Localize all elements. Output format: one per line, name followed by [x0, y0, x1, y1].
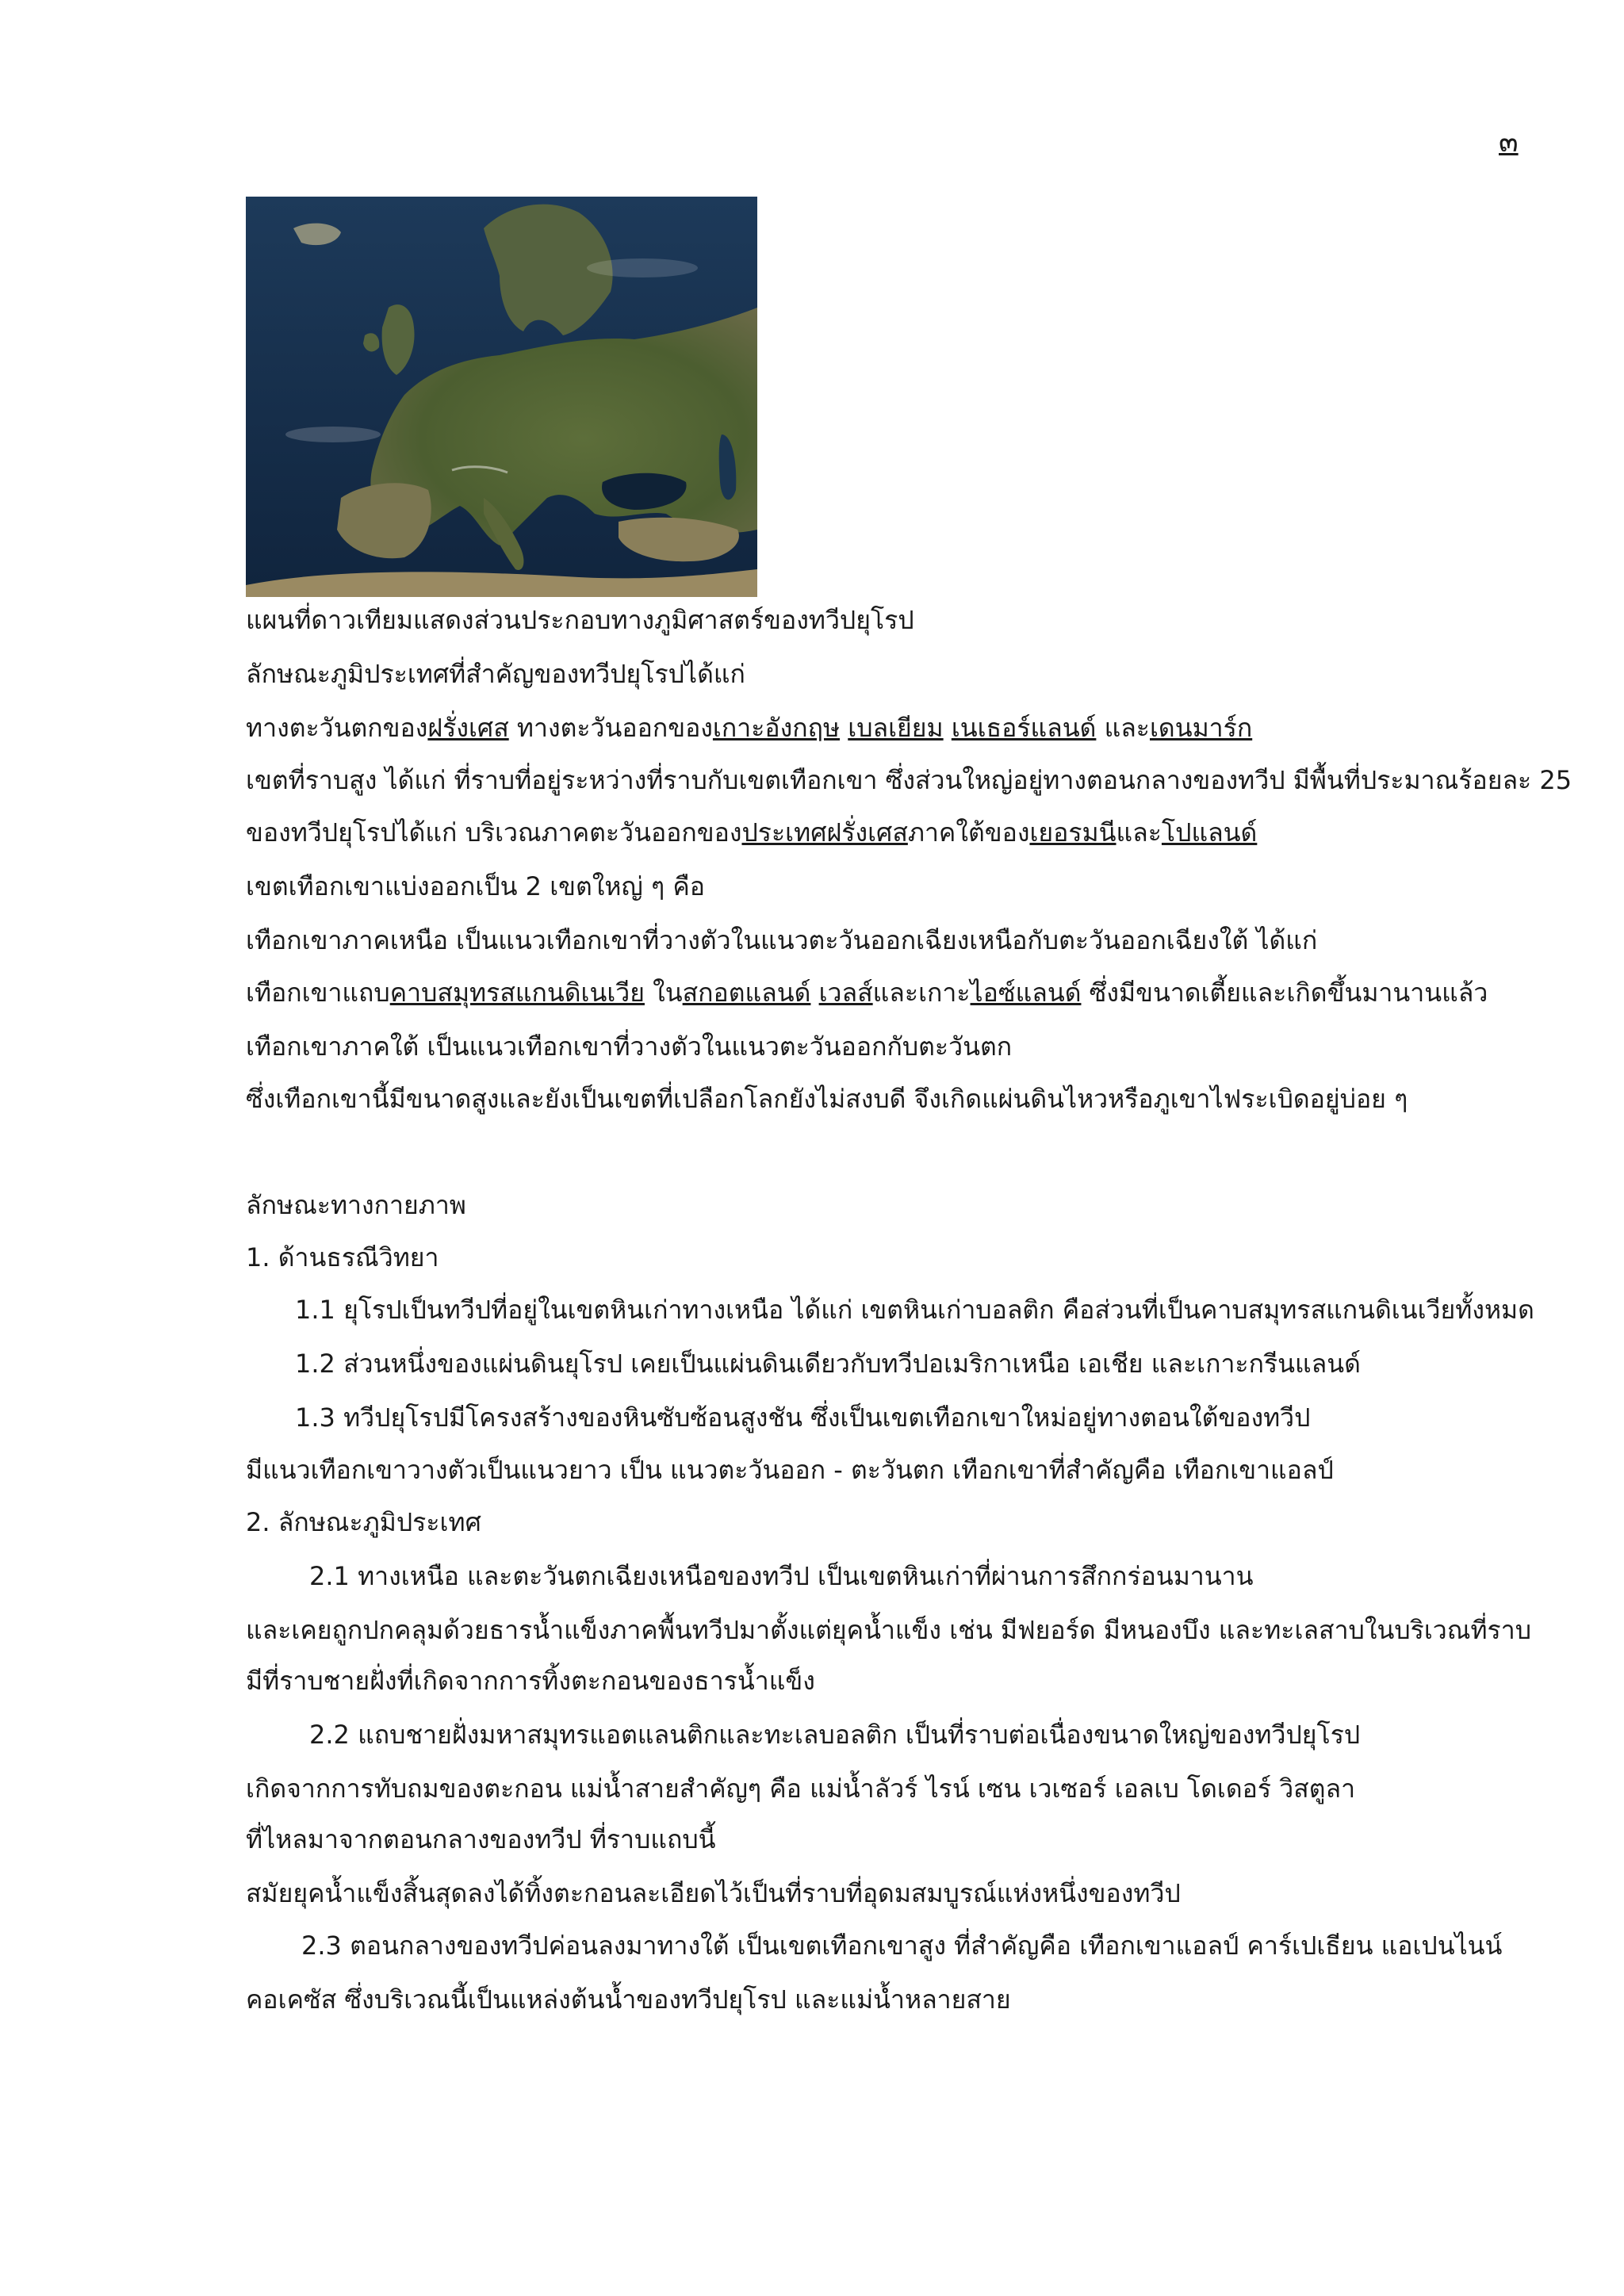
paragraph-south-mountains-cont: ซึ่งเทือกเขานี้มีขนาดสูงและยังเป็นเขตที่เปลือกโลกยังไม่สงบดี จึงเกิดแผ่นดินไหวหรือภูเขาไฟระเบิดอยู่บ่อย ๆ — [246, 1084, 1408, 1114]
item-1-3: 1.3 ทวีปยุโรปมีโครงสร้างของหินซับซ้อนสูงชัน ซึ่งเป็นเขตเทือกเขาใหม่อยู่ทางตอนใต้ของทวีป — [295, 1402, 1311, 1433]
map-caption: แผนที่ดาวเทียมแสดงส่วนประกอบทางภูมิศาสตร์ของทวีปยุโรป — [246, 605, 914, 635]
link-belgium[interactable]: เบลเยียม — [848, 713, 944, 743]
item-1-3-cont: มีแนวเทือกเขาวางตัวเป็นแนวยาว เป็น แนวตะวันออก - ตะวันตก เทือกเขาที่สำคัญคือ เทือกเขาแอลป์ — [246, 1455, 1334, 1485]
item-2-3: 2.3 ตอนกลางของทวีปค่อนลงมาทางใต้ เป็นเขตเทือกเขาสูง ที่สำคัญคือ เทือกเขาแอลป์ คาร์เปเธียน แอเปนไนน์ — [301, 1931, 1503, 1961]
link-wales[interactable]: เวลส์ — [818, 978, 873, 1008]
paragraph-highlands-cont: ของทวีปยุโรปได้แก่ บริเวณภาคตะวันออกของประเทศฝรั่งเศสภาคใต้ของเยอรมนีและโปแลนด์ — [246, 817, 1258, 848]
heading-geology: 1. ด้านธรณีวิทยา — [246, 1242, 439, 1272]
item-2-1: 2.1 ทางเหนือ และตะวันตกเฉียงเหนือของทวีป เป็นเขตหินเก่าที่ผ่านการสึกกร่อนมานาน — [309, 1561, 1254, 1591]
link-france-country[interactable]: ประเทศฝรั่งเศส — [741, 817, 908, 848]
link-iceland[interactable]: ไอซ์แลนด์ — [970, 978, 1082, 1008]
item-2-2: 2.2 แถบชายฝั่งมหาสมุทรแอตแลนติกและทะเลบอลติก เป็นที่ราบต่อเนื่องขนาดใหญ่ของทวีปยุโรป — [309, 1720, 1361, 1750]
section-heading-physical: ลักษณะทางกายภาพ — [246, 1190, 466, 1220]
item-2-1-cont-a: และเคยถูกปกคลุมด้วยธารน้ำแข็งภาคพื้นทวีปมาตั้งแต่ยุคน้ำแข็ง เช่น มีฟยอร์ด มีหนองบึง และทะเลสาบในบริเวณที่ราบ — [246, 1615, 1531, 1645]
link-england[interactable]: เกาะอังกฤษ — [712, 713, 841, 743]
link-scotland[interactable]: สกอตแลนด์ — [682, 978, 811, 1008]
item-2-3-cont: คอเคซัส ซึ่งบริเวณนี้เป็นแหล่งต้นน้ำของทวีปยุโรป และแม่น้ำหลายสาย — [246, 1984, 1011, 2015]
paragraph-lowlands: ทางตะวันตกของฝรั่งเศส ทางตะวันออกของเกาะอังกฤษ เบลเยียม เนเธอร์แลนด์ และเดนมาร์ก — [246, 713, 1253, 743]
link-france[interactable]: ฝรั่งเศส — [427, 713, 509, 743]
link-netherlands[interactable]: เนเธอร์แลนด์ — [951, 713, 1097, 743]
item-2-1-cont-b: มีที่ราบชายฝั่งที่เกิดจากการทิ้งตะกอนของธารน้ำแข็ง — [246, 1666, 815, 1696]
paragraph-terrain-intro: ลักษณะภูมิประเทศที่สำคัญของทวีปยุโรปได้แก่ — [246, 659, 745, 689]
item-1-1: 1.1 ยุโรปเป็นทวีปที่อยู่ในเขตหินเก่าทางเหนือ ได้แก่ เขตหินเก่าบอลติก คือส่วนที่เป็นคาบสมุทรสแกนดิเนเวียทั้งหมด — [295, 1295, 1534, 1325]
paragraph-north-mountains: เทือกเขาภาคเหนือ เป็นแนวเทือกเขาที่วางตัวในแนวตะวันออกเฉียงเหนือกับตะวันออกเฉียงใต้ ได้แก่ — [246, 925, 1318, 955]
page-number: ๓ — [1499, 126, 1519, 159]
europe-satellite-map — [246, 197, 757, 597]
link-denmark[interactable]: เดนมาร์ก — [1149, 713, 1253, 743]
link-poland[interactable]: โปแลนด์ — [1161, 817, 1258, 848]
link-scandinavian-peninsula[interactable]: คาบสมุทรสแกนดิเนเวีย — [389, 978, 645, 1008]
link-germany[interactable]: เยอรมนี — [1029, 817, 1116, 848]
item-1-2: 1.2 ส่วนหนึ่งของแผ่นดินยุโรป เคยเป็นแผ่นดินเดียวกับทวีปอเมริกาเหนือ เอเชีย และเกาะกรีนแลนด์ — [295, 1349, 1361, 1379]
paragraph-highlands: เขตที่ราบสูง ได้แก่ ที่ราบที่อยู่ระหว่างที่ราบกับเขตเทือกเขา ซึ่งส่วนใหญ่อยู่ทางตอนกลางของทวีป มีพื้นที่ประมาณร้อยละ 25 — [246, 765, 1572, 795]
paragraph-south-mountains: เทือกเขาภาคใต้ เป็นแนวเทือกเขาที่วางตัวในแนวตะวันออกกับตะวันตก — [246, 1031, 1013, 1062]
heading-landform: 2. ลักษณะภูมิประเทศ — [246, 1507, 481, 1537]
paragraph-mountain-zones: เขตเทือกเขาแบ่งออกเป็น 2 เขตใหญ่ ๆ คือ — [246, 871, 705, 901]
item-2-2-cont-b: ที่ไหลมาจากตอนกลางของทวีป ที่ราบแถบนี้ — [246, 1824, 716, 1854]
item-2-2-cont-a: เกิดจากการทับถมของตะกอน แม่น้ำสายสำคัญๆ คือ แม่น้ำลัวร์ ไรน์ เซน เวเซอร์ เอลเบ โดเดอร์ วิสตูลา — [246, 1774, 1356, 1804]
paragraph-north-mountains-cont: เทือกเขาแถบคาบสมุทรสแกนดิเนเวีย ในสกอตแลนด์ เวลส์และเกาะไอซ์แลนด์ ซึ่งมีขนาดเตี้ยและเกิดขึ้นมานานแล้ว — [246, 978, 1488, 1008]
item-2-2-cont-c: สมัยยุคน้ำแข็งสิ้นสุดลงได้ทิ้งตะกอนละเอียดไว้เป็นที่ราบที่อุดมสมบูรณ์แห่งหนึ่งของทวีป — [246, 1878, 1181, 1908]
